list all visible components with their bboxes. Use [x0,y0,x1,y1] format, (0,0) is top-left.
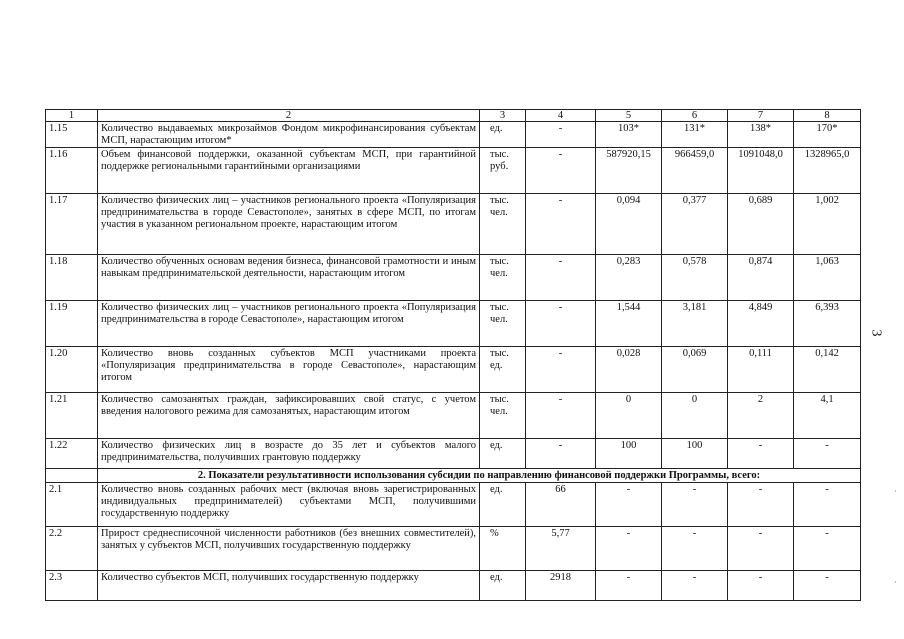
cell-unit: тыс. чел. [480,194,526,255]
cell-v4: - [526,301,596,347]
indicators-table [45,109,861,601]
cell-v7: 138* [728,122,794,148]
cell-num: 1.17 [46,194,98,255]
cell-v5: 0,283 [596,255,662,301]
cell-unit: ед. [480,439,526,469]
cell-v6: 0,069 [662,347,728,393]
cell-v8: 170* [794,122,861,148]
cell-unit: тыс. чел. [480,255,526,301]
cell-v6: 3,181 [662,301,728,347]
table-row [46,483,861,527]
table-row [46,301,861,347]
cell-desc: Объем финансовой поддержки, оказанной субъектам МСП, при гарантийной поддержке региональными гарантийными организациями [98,148,480,194]
cell-v6: - [662,571,728,601]
cell-v5: 100 [596,439,662,469]
cell-num: 1.16 [46,148,98,194]
cell-v4: 5,77 [526,527,596,571]
section-num-cell [46,469,98,483]
header-cell-6: 6 [662,110,728,122]
cell-unit: тыс. ед. [480,347,526,393]
cell-v6: - [662,483,728,527]
cell-v8: - [794,483,861,527]
cell-v8: 1,002 [794,194,861,255]
cell-desc: Прирост среднесписочной численности работников (без внешних совместителей), занятых у субъектов МСП, получивших государственную поддержку [98,527,480,571]
cell-v5: 0,094 [596,194,662,255]
page-number: 3 [868,329,884,337]
cell-desc: Количество вновь созданных рабочих мест (включая вновь зарегистрированных индивидуальных предпринимателей) субъектами МСП, получившими государственную поддержку [98,483,480,527]
cell-desc: Количество вновь созданных субъектов МСП участниками проекта «Популяризация предпринимательства в городе Севастополе», нарастающим итогом [98,347,480,393]
header-cell-8: 8 [794,110,861,122]
cell-v6: 0 [662,393,728,439]
cell-v8: - [794,527,861,571]
cell-unit: тыс. руб. [480,148,526,194]
table-header-row [46,110,861,122]
cell-v8: 1,063 [794,255,861,301]
cell-v6: 0,377 [662,194,728,255]
cell-desc: Количество субъектов МСП, получивших государственную поддержку [98,571,480,601]
section-title: 2. Показатели результативности использования субсидии по направлению финансовой поддержки Программы, всего: [98,469,861,483]
cell-num: 2.1 [46,483,98,527]
section-row [46,469,861,483]
cell-v6: 100 [662,439,728,469]
cell-num: 1.20 [46,347,98,393]
cell-v5: - [596,527,662,571]
cell-v6: - [662,527,728,571]
header-cell-4: 4 [526,110,596,122]
cell-v7: 2 [728,393,794,439]
cell-num: 1.21 [46,393,98,439]
header-cell-1: 1 [46,110,98,122]
cell-v4: - [526,347,596,393]
table-row [46,148,861,194]
cell-v4: - [526,194,596,255]
cell-unit: тыс. чел. [480,393,526,439]
cell-desc: Количество физических лиц – участников регионального проекта «Популяризация предпринимательства в городе Севастополе», нарастающим итогом [98,301,480,347]
cell-v7: - [728,439,794,469]
cell-v8: 6,393 [794,301,861,347]
table-row [46,255,861,301]
cell-v8: 0,142 [794,347,861,393]
cell-v4: - [526,148,596,194]
cell-v6: 131* [662,122,728,148]
cell-v8: - [794,439,861,469]
table-row [46,527,861,571]
table-row [46,393,861,439]
cell-v5: - [596,571,662,601]
cell-v7: - [728,527,794,571]
cell-num: 1.15 [46,122,98,148]
cell-v5: 0,028 [596,347,662,393]
header-cell-3: 3 [480,110,526,122]
table-row [46,347,861,393]
table-row [46,122,861,148]
cell-v5: - [596,483,662,527]
header-cell-2: 2 [98,110,480,122]
cell-desc: Количество выдаваемых микрозаймов Фондом микрофинансирования субъектам МСП, нарастающим итогом* [98,122,480,148]
cell-v5: 1,544 [596,301,662,347]
cell-v8: - [794,571,861,601]
cell-unit: ед. [480,122,526,148]
cell-v7: 4,849 [728,301,794,347]
cell-v8: 1328965,0 [794,148,861,194]
cell-v7: 1091048,0 [728,148,794,194]
table-row [46,194,861,255]
table-body [46,110,861,601]
cell-desc: Количество обученных основам ведения бизнеса, финансовой грамотности и иным навыкам предпринимательской деятельности, нарастающим итогом [98,255,480,301]
cell-v6: 0,578 [662,255,728,301]
cell-v7: 0,689 [728,194,794,255]
cell-v4: - [526,255,596,301]
table-row [46,439,861,469]
cell-num: 1.18 [46,255,98,301]
cell-v7: - [728,571,794,601]
table-row [46,571,861,601]
margin-mark: · [894,578,897,587]
header-cell-7: 7 [728,110,794,122]
cell-num: 1.19 [46,301,98,347]
cell-desc: Количество физических лиц – участников регионального проекта «Популяризация предпринимательства в городе Севастополе», занятых в сфере МСП, по итогам участия в указанном региональном проекте, нарастающим итогом [98,194,480,255]
cell-desc: Количество самозанятых граждан, зафиксировавших свой статус, с учетом введения налогового режима для самозанятых, нарастающим итогом [98,393,480,439]
cell-num: 2.3 [46,571,98,601]
cell-v7: 0,111 [728,347,794,393]
cell-v7: 0,874 [728,255,794,301]
cell-num: 1.22 [46,439,98,469]
cell-num: 2.2 [46,527,98,571]
cell-v5: 0 [596,393,662,439]
cell-unit: ед. [480,571,526,601]
cell-v6: 966459,0 [662,148,728,194]
cell-v5: 103* [596,122,662,148]
cell-unit: тыс. чел. [480,301,526,347]
cell-v4: 2918 [526,571,596,601]
cell-v4: - [526,393,596,439]
cell-v4: 66 [526,483,596,527]
cell-v7: - [728,483,794,527]
margin-mark: · [894,487,897,496]
cell-v4: - [526,122,596,148]
cell-v5: 587920,15 [596,148,662,194]
cell-v4: - [526,439,596,469]
header-cell-5: 5 [596,110,662,122]
cell-v8: 4,1 [794,393,861,439]
cell-unit: ед. [480,483,526,527]
cell-desc: Количество физических лиц в возрасте до 35 лет и субъектов малого предпринимательства, получивших грантовую поддержку [98,439,480,469]
cell-unit: % [480,527,526,571]
